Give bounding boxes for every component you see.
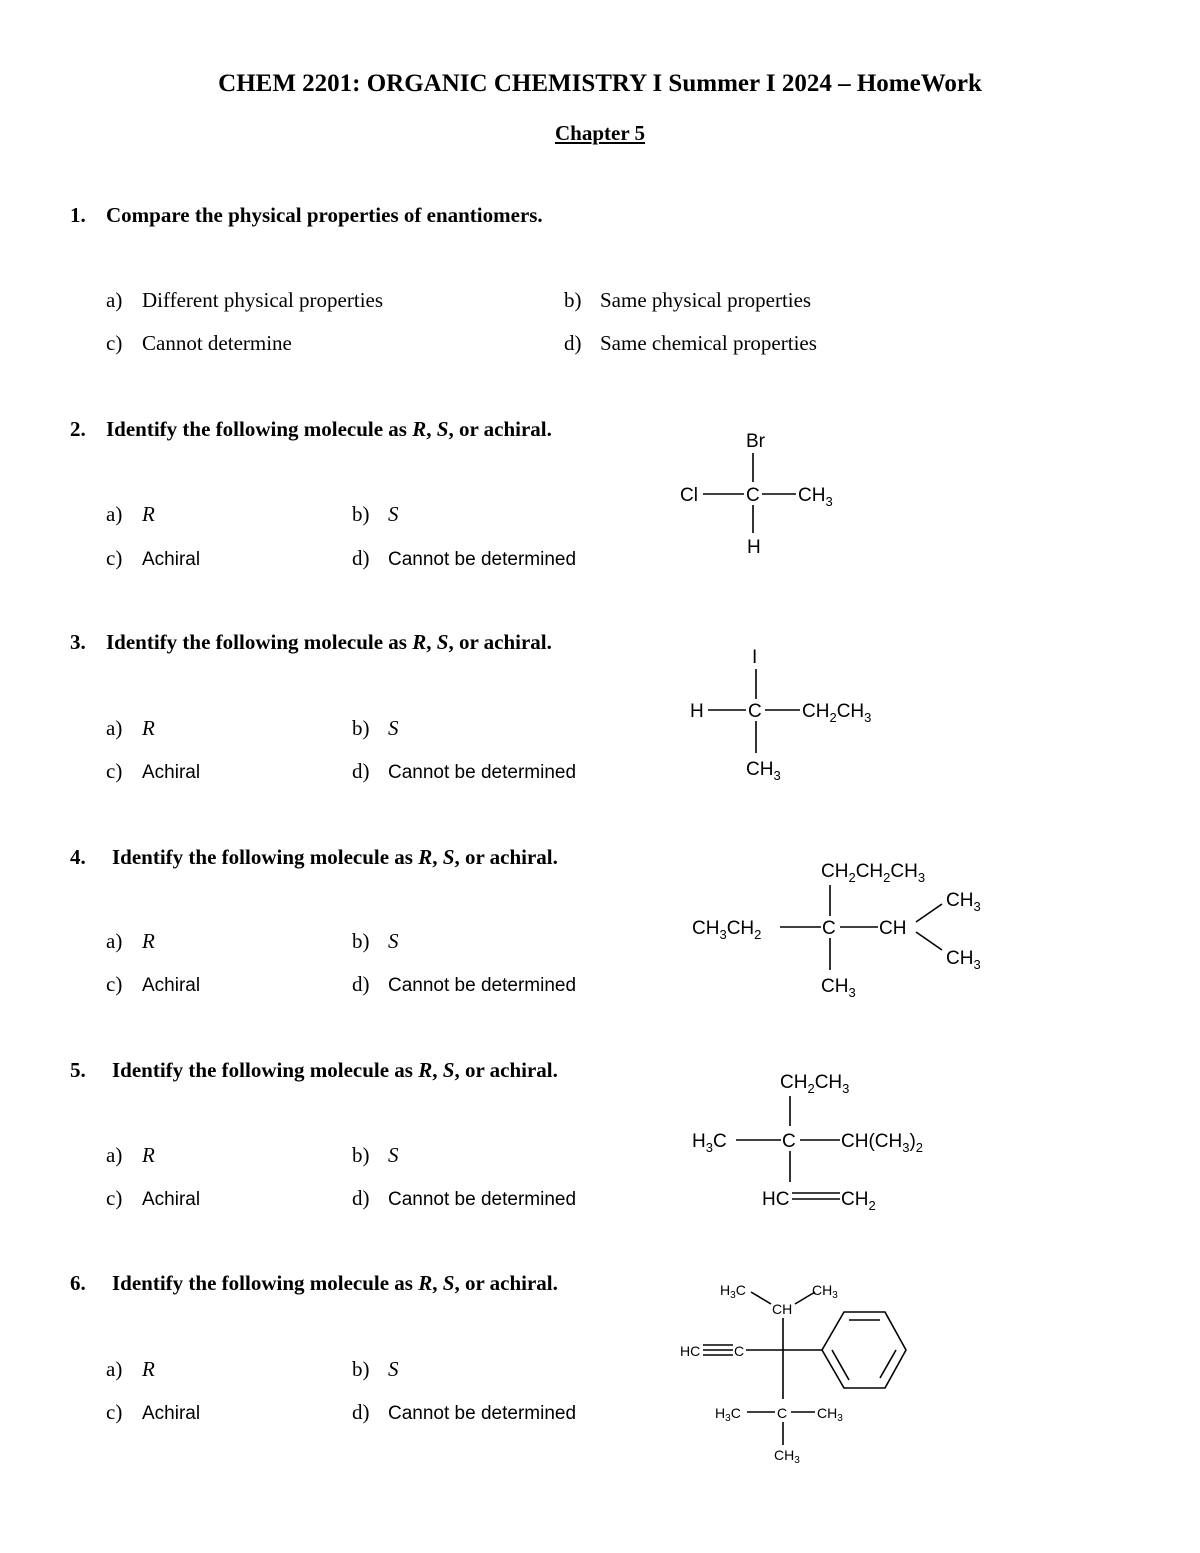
atom-cl: Cl	[680, 485, 698, 506]
question-5-option-d[interactable]	[352, 1186, 576, 1211]
question-6-option-a[interactable]	[106, 1357, 155, 1382]
option-text: Achiral	[142, 1189, 201, 1210]
question-1-number: 1.	[70, 203, 86, 227]
group-ch2ch3: $CH_2CH_3$	[802, 701, 872, 725]
question-5-molecule	[680, 1060, 980, 1220]
option-text: R	[142, 1143, 155, 1167]
group-hc: HC	[680, 1343, 701, 1359]
question-4-molecule	[680, 850, 1010, 1010]
question-6-number: 6.	[70, 1271, 86, 1295]
question-6-option-d[interactable]	[352, 1400, 576, 1425]
option-label: d)	[352, 972, 370, 996]
question-1-option-d[interactable]	[564, 331, 817, 356]
option-text: Cannot be determined	[388, 1403, 577, 1424]
option-text: R	[142, 502, 155, 526]
option-text: Achiral	[142, 549, 201, 570]
group-ch3ch2: $CH_3CH_2$	[692, 918, 762, 942]
atom-c: C	[746, 485, 760, 506]
option-label: b)	[564, 288, 582, 312]
option-label: c)	[106, 759, 123, 783]
page-title: CHEM 2201: ORGANIC CHEMISTRY I Summer I 2024 – HomeWork	[218, 70, 982, 97]
question-3-text: Identify the following molecule as R, S, or achiral.	[106, 630, 552, 654]
option-label: a)	[106, 1143, 123, 1167]
option-label: b)	[352, 1357, 370, 1381]
group-ch3: $CH_3$	[746, 759, 781, 783]
option-text: S	[388, 502, 399, 526]
question-1-option-a[interactable]	[106, 288, 383, 313]
question-4-option-a[interactable]	[106, 929, 155, 954]
group-h3c: $H_3C$	[692, 1131, 727, 1155]
atom-h: H	[747, 537, 761, 558]
option-text: Same chemical properties	[600, 331, 817, 355]
group-ch3: $CH_3$	[798, 485, 833, 509]
option-label: d)	[352, 1400, 370, 1424]
option-text: R	[142, 716, 155, 740]
option-label: d)	[352, 546, 370, 570]
group-ch2ch2ch3: $CH_2CH_2CH_3$	[821, 861, 926, 885]
option-label: c)	[106, 1400, 123, 1424]
group-ch3-upper: $CH_3$	[946, 890, 981, 914]
benzene-ring	[822, 1312, 906, 1388]
group-ch-ch3-2: $CH(CH_3)_2$	[841, 1131, 924, 1155]
question-1-option-c[interactable]	[106, 331, 292, 356]
question-2-option-b[interactable]	[352, 502, 399, 527]
option-label: a)	[106, 929, 123, 953]
option-label: c)	[106, 1186, 123, 1210]
option-text: Cannot determine	[142, 331, 292, 355]
group-ch3-lower: $CH_3$	[946, 948, 981, 972]
group-h3c-lower: $H_3C$	[715, 1405, 741, 1424]
question-3-option-a[interactable]	[106, 716, 155, 741]
group-ch: CH	[879, 918, 907, 939]
question-3-number: 3.	[70, 630, 86, 654]
question-6-text: Identify the following molecule as R, S, or achiral.	[112, 1271, 558, 1295]
atom-c: C	[822, 918, 836, 939]
question-5-option-b[interactable]	[352, 1143, 399, 1168]
question-3-molecule	[680, 635, 920, 785]
atom-c: C	[748, 701, 762, 722]
group-h3c-top: $H_3C$	[720, 1282, 746, 1301]
option-label: a)	[106, 502, 123, 526]
atom-c-alkyne: C	[734, 1343, 745, 1359]
option-text: R	[142, 929, 155, 953]
option-text: R	[142, 1357, 155, 1381]
option-text: S	[388, 1357, 399, 1381]
option-text: Achiral	[142, 975, 201, 996]
question-2-molecule	[670, 420, 870, 570]
option-label: a)	[106, 288, 123, 312]
question-3-option-d[interactable]	[352, 759, 576, 784]
atom-i: I	[752, 647, 758, 668]
question-2-option-d[interactable]	[352, 546, 576, 571]
option-text: S	[388, 1143, 399, 1167]
option-label: b)	[352, 929, 370, 953]
question-5-text: Identify the following molecule as R, S, or achiral.	[112, 1058, 558, 1082]
option-label: b)	[352, 1143, 370, 1167]
atom-c: C	[782, 1131, 796, 1152]
question-2-option-c[interactable]	[106, 546, 200, 571]
option-text: Cannot be determined	[388, 1189, 577, 1210]
question-3-option-b[interactable]	[352, 716, 399, 741]
option-text: Achiral	[142, 1403, 201, 1424]
group-ch3-lower-right: $CH_3$	[817, 1405, 843, 1424]
chapter-heading: Chapter 5	[554, 121, 646, 145]
option-label: a)	[106, 1357, 123, 1381]
question-4-option-d[interactable]	[352, 972, 576, 997]
question-2-text: Identify the following molecule as R, S, or achiral.	[106, 417, 552, 441]
question-3-option-c[interactable]	[106, 759, 200, 784]
question-5-number: 5.	[70, 1058, 86, 1082]
option-text: Different physical properties	[142, 288, 384, 312]
group-ch3-bottom: $CH_3$	[821, 976, 856, 1000]
question-1-text: Compare the physical properties of enantiomers.	[106, 203, 543, 227]
option-label: c)	[106, 331, 123, 355]
question-4-number: 4.	[70, 845, 86, 869]
option-text: Cannot be determined	[388, 762, 577, 783]
option-label: b)	[352, 716, 370, 740]
option-label: b)	[352, 502, 370, 526]
atom-br: Br	[746, 431, 765, 452]
option-text: Cannot be determined	[388, 975, 577, 996]
option-label: d)	[352, 759, 370, 783]
option-text: Achiral	[142, 762, 201, 783]
question-6-option-b[interactable]	[352, 1357, 399, 1382]
question-5-option-a[interactable]	[106, 1143, 155, 1168]
group-hc: HC	[762, 1189, 790, 1210]
option-text: S	[388, 716, 399, 740]
question-1-option-b[interactable]	[564, 288, 811, 313]
group-ch3-bottom: $CH_3$	[774, 1447, 800, 1466]
question-4-text: Identify the following molecule as R, S, or achiral.	[112, 845, 558, 869]
group-ch2ch3: $CH_2CH_3$	[780, 1072, 850, 1096]
group-ch3-top: $CH_3$	[812, 1282, 838, 1301]
option-text: S	[388, 929, 399, 953]
question-5-option-c[interactable]	[106, 1186, 200, 1211]
option-label: a)	[106, 716, 123, 740]
option-text: Same physical properties	[600, 288, 812, 312]
question-2-option-a[interactable]	[106, 502, 155, 527]
group-ch: CH	[772, 1301, 793, 1317]
option-label: c)	[106, 546, 123, 570]
option-text: Cannot be determined	[388, 549, 577, 570]
group-ch2: $CH_2$	[841, 1189, 876, 1213]
option-label: c)	[106, 972, 123, 996]
question-4-option-b[interactable]	[352, 929, 399, 954]
question-4-option-c[interactable]	[106, 972, 200, 997]
question-2-number: 2.	[70, 417, 86, 441]
atom-h: H	[690, 701, 704, 722]
option-label: d)	[564, 331, 582, 355]
atom-c-quaternary: C	[777, 1405, 788, 1421]
question-6-molecule	[675, 1270, 925, 1470]
question-6-option-c[interactable]	[106, 1400, 200, 1425]
option-label: d)	[352, 1186, 370, 1210]
